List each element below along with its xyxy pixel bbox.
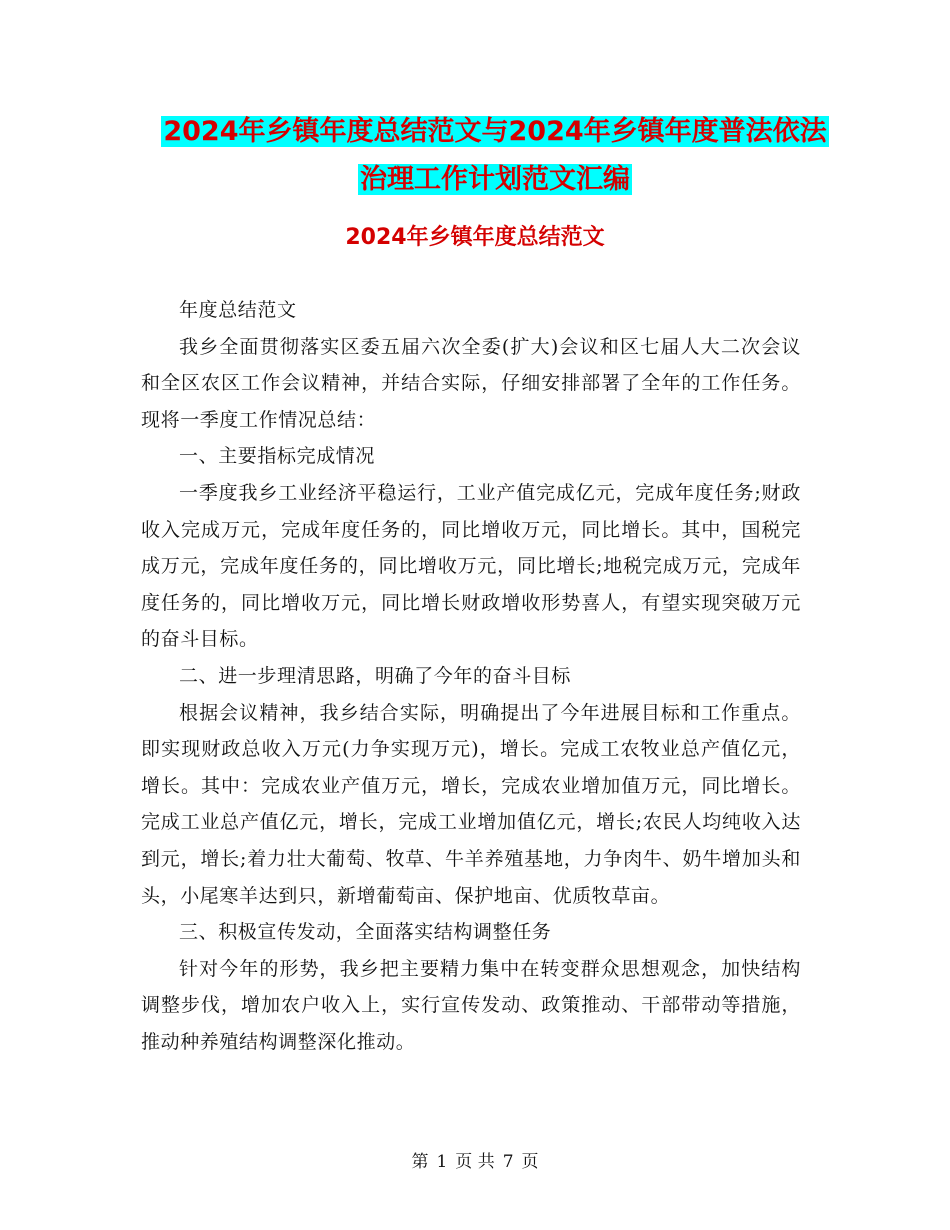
- paragraph-section-2: 根据会议精神，我乡结合实际，明确提出了今年进展目标和工作重点。即实现财政总收入万元(力争实现万元)，增长。完成工农牧业总产值亿元，增长。其中：完成农业产值万元，增长，完成农业增加值万元，同比增长。完成工业总产值亿元，增长，完成工业增加值亿元，增长;农民人均纯收入达到元，增长;着力壮大葡萄、牧草、牛羊养殖基地，力争肉牛、奶牛增加头和头，小尾寒羊达到只，新增葡萄亩、保护地亩、优质牧草亩。: [141, 701, 801, 907]
- page-footer: [0, 1150, 950, 1174]
- heading-section-3: 三、积极宣传发动，全面落实结构调整任务: [179, 921, 552, 944]
- document-title-line-1: 2024年乡镇年度总结范文与2024年乡镇年度普法依法: [163, 116, 827, 147]
- heading-section-2: 二、进一步理清思路，明确了今年的奋斗目标: [179, 664, 572, 687]
- document-title-line-2: 治理工作计划范文汇编: [360, 164, 630, 195]
- footer-total-pages: 7: [502, 1152, 514, 1172]
- footer-prefix: 第: [411, 1152, 429, 1172]
- footer-mid: 页 共: [455, 1152, 495, 1172]
- footer-page-number: 1: [436, 1152, 448, 1172]
- paragraph-subtitle: 年度总结范文: [179, 299, 297, 321]
- document-title: [120, 108, 870, 204]
- heading-section-1: 一、主要指标完成情况: [179, 445, 376, 468]
- paragraph-section-3: 针对今年的形势，我乡把主要精力集中在转变群众思想观念，加快结构调整步伐，增加农户收入上，实行宣传发动、政策推动、干部带动等措施，推动种养殖结构调整深化推动。: [141, 957, 801, 1053]
- footer-suffix: 页: [521, 1152, 539, 1172]
- paragraph-intro: 我乡全面贯彻落实区委五届六次全委(扩大)会议和区七届人大二次会议和全区农区工作会议精神，并结合实际，仔细安排部署了全年的工作任务。现将一季度工作情况总结：: [141, 335, 801, 431]
- section-title: 2024年乡镇年度总结范文: [345, 225, 605, 250]
- document-body: [141, 292, 801, 1060]
- paragraph-section-1: 一季度我乡工业经济平稳运行，工业产值完成亿元，完成年度任务;财政收入完成万元，完成年度任务的，同比增收万元，同比增长。其中，国税完成万元，完成年度任务的，同比增收万元，同比增长;地税完成万元，完成年度任务的，同比增收万元，同比增长财政增收形势喜人，有望实现突破万元的奋斗目标。: [141, 481, 801, 651]
